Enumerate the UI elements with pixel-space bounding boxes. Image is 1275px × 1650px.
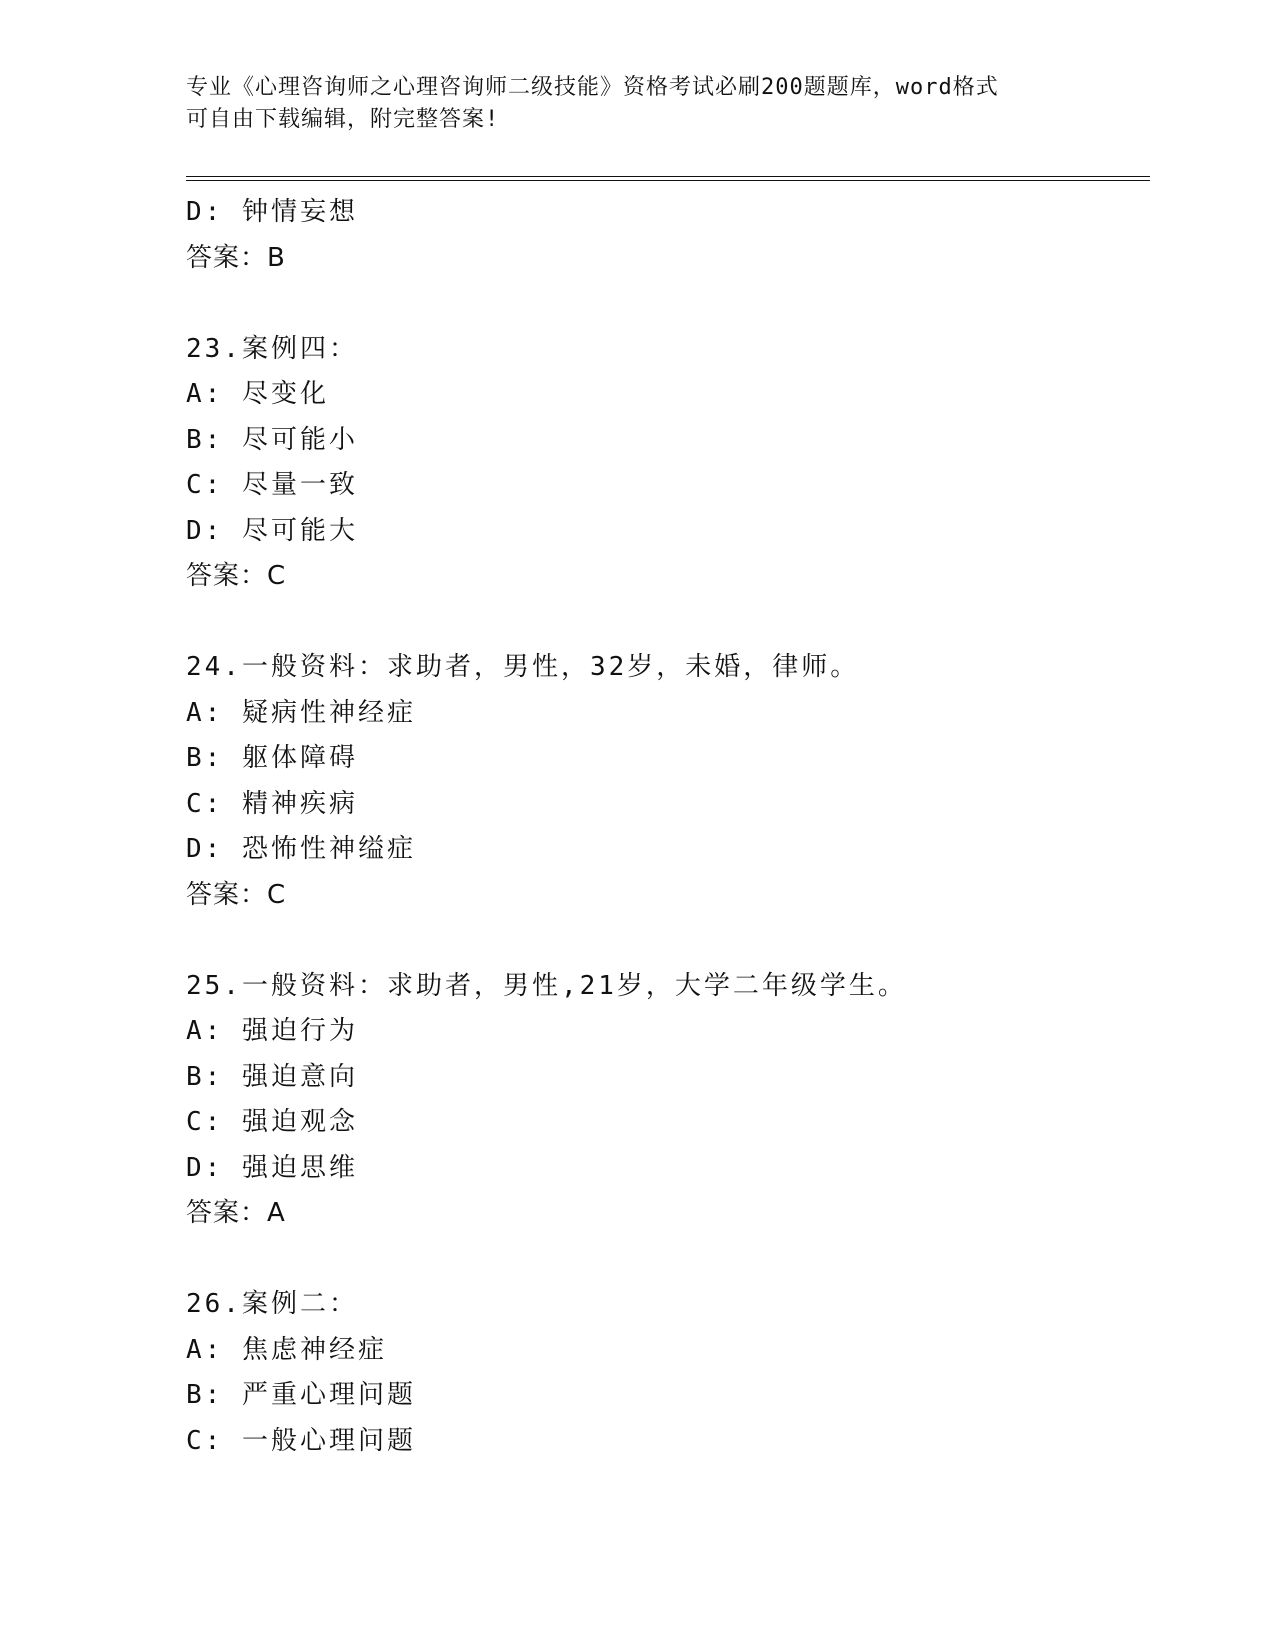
option-c: C: 一般心理问题 xyxy=(186,1425,416,1456)
page-header xyxy=(186,72,1086,136)
answer-line: 答案：C xyxy=(186,879,287,910)
spacer xyxy=(186,281,1146,327)
option-d: D: 强迫思维 xyxy=(186,1152,358,1183)
option-b: B: 严重心理问题 xyxy=(186,1380,416,1410)
answer-line: 答案：B xyxy=(186,242,286,273)
option-b: B: 躯体障碍 xyxy=(186,743,358,773)
option-a: A: 焦虑神经症 xyxy=(186,1334,387,1365)
question-24 xyxy=(186,645,1146,918)
option-a: A: 强迫行为 xyxy=(186,1016,358,1046)
header-line-2: 可自由下载编辑，附完整答案! xyxy=(186,107,500,132)
question-stem: 25.一般资料：求助者，男性,21岁，大学二年级学生。 xyxy=(186,970,907,1001)
question-stem: 24.一般资料：求助者，男性，32岁，未婚，律师。 xyxy=(186,652,860,682)
option-d: D: 尽可能大 xyxy=(186,515,358,546)
option-a: A: 疑病性神经症 xyxy=(186,697,416,728)
header-line-1: 专业《心理咨询师之心理咨询师二级技能》资格考试必刷200题题库，word格式 xyxy=(186,75,999,100)
question-list xyxy=(186,190,1146,1464)
spacer xyxy=(186,918,1146,964)
question-stem: 23.案例四： xyxy=(186,333,358,364)
option-c: C: 精神疾病 xyxy=(186,788,358,819)
option-d: D: 钟情妄想 xyxy=(186,197,358,227)
option-d: D: 恐怖性神缢症 xyxy=(186,834,416,864)
option-b: B: 尽可能小 xyxy=(186,424,358,455)
question-23 xyxy=(186,327,1146,600)
option-b: B: 强迫意向 xyxy=(186,1061,358,1092)
question-25 xyxy=(186,964,1146,1237)
spacer xyxy=(186,600,1146,646)
answer-line: 答案：A xyxy=(186,1198,286,1228)
option-c: C: 尽量一致 xyxy=(186,470,358,500)
question-26 xyxy=(186,1282,1146,1464)
question-stem: 26.案例二： xyxy=(186,1289,358,1319)
header-double-rule xyxy=(186,176,1150,181)
option-a: A: 尽变化 xyxy=(186,379,329,409)
answer-line: 答案：C xyxy=(186,561,287,591)
option-c: C: 强迫观念 xyxy=(186,1107,358,1137)
spacer xyxy=(186,1237,1146,1283)
